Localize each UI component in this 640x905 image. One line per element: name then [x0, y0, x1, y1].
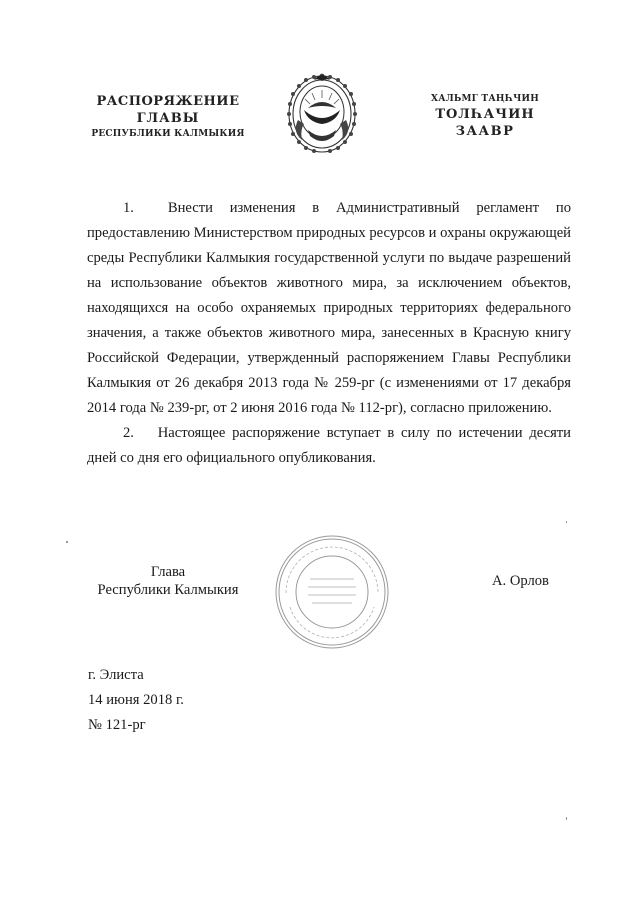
document-number: № 121-рг [88, 717, 146, 733]
header-title: РАСПОРЯЖЕНИЕ [96, 94, 240, 109]
item-text: Настоящее распоряжение вступает в силу по истечении десяти дней со дня его официального опубликования. [87, 425, 571, 466]
order-body [87, 196, 571, 471]
item-number: 1. [123, 200, 134, 216]
header-subtitle-kalmyk: ТОЛҺАЧИН [435, 107, 535, 122]
scan-speck [566, 521, 567, 523]
signatory-title-line1: Глава [150, 564, 186, 580]
order-item-1 [87, 196, 571, 421]
header-subtitle: ГЛАВЫ [136, 111, 200, 126]
item-number: 2. [123, 425, 134, 441]
order-item-2 [87, 421, 571, 471]
scan-speck [66, 541, 68, 543]
issue-date: 14 июня 2018 г. [88, 692, 184, 708]
item-text: Внести изменения в Административный регламент по предоставлению Министерством природных ресурсов и охраны окружающей среды Республики Калмыкия государственной услуги по выдаче разрешений на использование объектов животного мира, за исключением объектов, находящихся на особо охраняемых природных территориях федерального значения, а также объектов животного мира, занесенных в Красную книгу Российской Федерации, утвержденный распоряжением Главы Республики Калмыкия от 26 декабря 2013 года № 259-рг (с изменениями от 17 декабря 2014 года № 239-рг, от 2 июня 2016 года № 112-рг), согласно приложению. [87, 200, 571, 416]
signatory-name: А. Орлов [492, 573, 549, 589]
document-footer [88, 663, 184, 738]
issue-city: г. Элиста [88, 667, 144, 683]
scan-speck [566, 817, 567, 820]
signatory-title-line2: Республики Калмыкия [97, 582, 239, 598]
header-region: РЕСПУБЛИКИ КАЛМЫКИЯ [91, 129, 245, 139]
header-region-kalmyk: ХАЛЬМГ ТАҢҺЧИН [431, 94, 539, 104]
header-title-kalmyk: ЗААВР [455, 124, 515, 139]
coat-of-arms-icon [284, 68, 360, 160]
issuer-header-russian [78, 93, 258, 141]
signatory-title [88, 563, 248, 599]
issuer-header-kalmyk [420, 92, 550, 140]
official-seal-icon [272, 533, 392, 651]
